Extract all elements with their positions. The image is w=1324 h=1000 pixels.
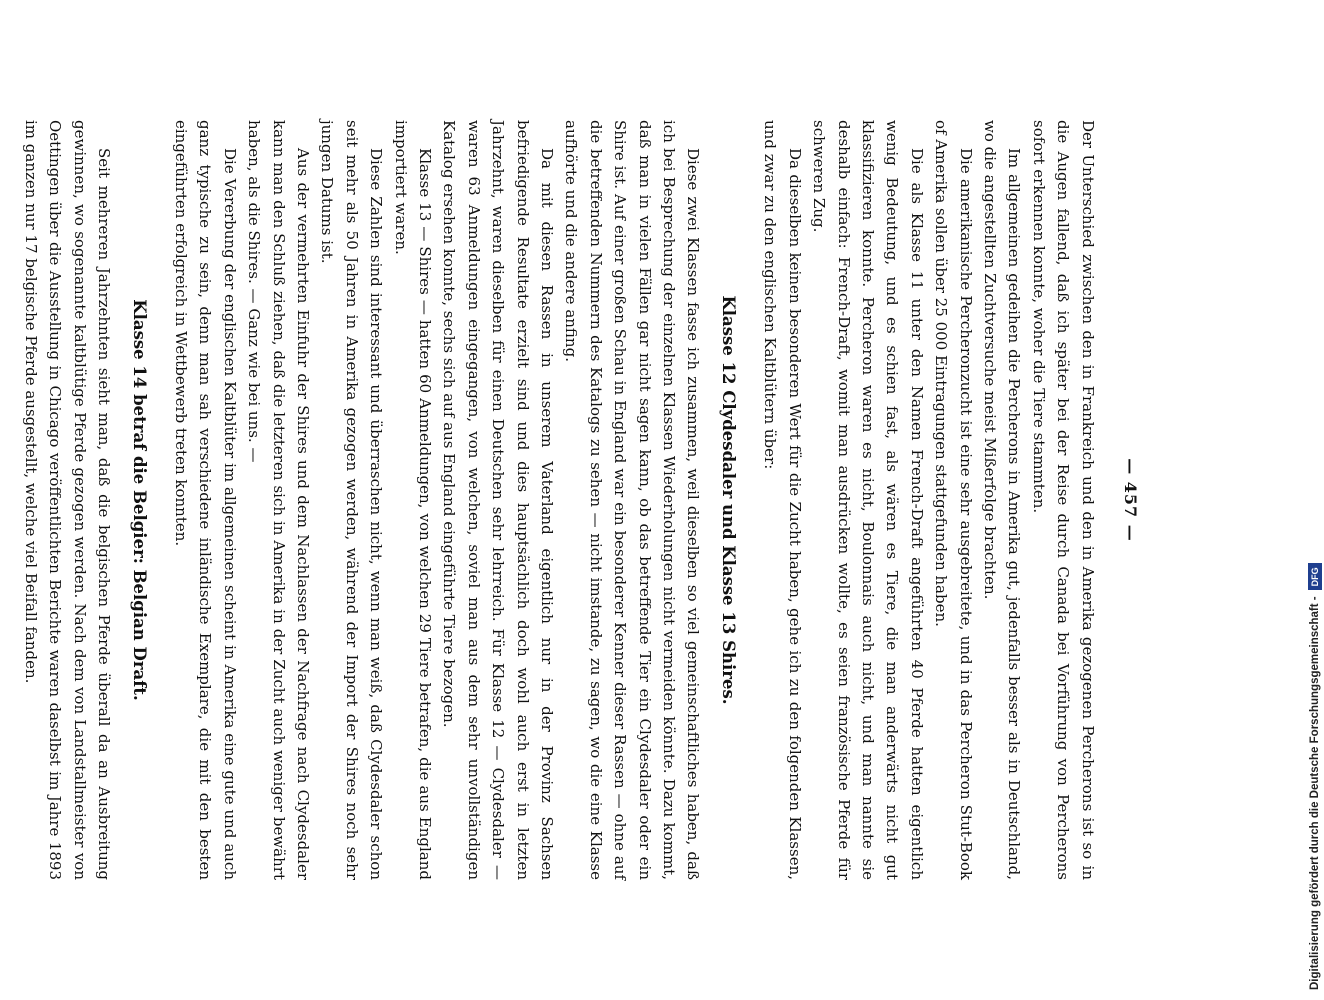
dfg-logo: DFG <box>1308 563 1322 590</box>
signature-mark <box>0 120 5 880</box>
paragraph: Diese zwei Klassen fasse ich zusammen, weil dieselben so viel gemeinschaftliches haben, daß ich bei Besprechung der einzelnen Klassen Wiederholungen nicht vermeiden könnte. Dazu kommt, daß man in vielen Fällen gar nicht sagen kann, ob das betreffende Tier ein Clydesdaler oder ein Shire ist. Auf einer großen Schau in England war ein besonderer Kenner dieser Rassen — ohne auf die betreffenden Nummern des Katalogs zu sehen — nicht imstande, zu sagen, wo die eine Klasse aufhörte und die andere anfing. <box>562 120 703 880</box>
paragraph: Der Unterschied zwischen den in Frankreich und den in Amerika gezogenen Percherons ist so in die Augen fallend, daß ich später bei der Reise durch Canada bei Vorführung von Percherons sofort erkennen konnte, woher die Tiere stammten. <box>1029 120 1097 880</box>
paragraph: Klasse 13 — Shires — hatten 60 Anmeldungen, von welchen 29 Tiere betrafen, die aus England importiert waren. <box>391 120 435 880</box>
digitization-footer <box>1308 563 1322 990</box>
paragraph: Seit mehreren Jahrzehnten sieht man, daß die belgischen Pferde überall da an Ausbreitung gewinnen, wo sogenannte kaltblütige Pferde gezogen werden. Nach dem von Landstallmeister von Oettingen über die Ausstellung in Chicago veröffentlichten Berichte waren daselbst im Jahre 1893 im ganzen nur 17 belgische Pferde ausgestellt, welche viel Beifall fanden. <box>21 120 114 880</box>
paragraph: Die als Klasse 11 unter den Namen French-Draft angeführten 40 Pferde hatten eigentlich wenig Bedeutung, und es schien fast, als wären es Tiere, die man anderwärts nicht gut klassifizieren konnte. Percheron waren es nicht, Boulonnais auch nicht, und man nannte sie deshalb einfach: French-Draft, womit man ausdrücken wollte, es seien französische Pferde für schweren Zug. <box>810 120 926 880</box>
section-heading-klasse-14: Klasse 14 betraf die Belgier: Belgian Draft. <box>129 299 149 701</box>
paragraph: Da mit diesen Rassen in unserem Vaterland eigentlich nur in der Provinz Sachsen befriedigende Resultate erzielt sind und dies hauptsächlich doch wohl auch erst in letzten Jahrzehnt, waren dieselben für einen Deutschen sehr lehrreich. Für Klasse 12 — Clydesdaler — waren 63 Anmeldungen eingegangen, von welchen, soviel man aus dem sehr unvollständigen Katalog ersehen konnte, sechs sich auf aus England eingeführte Tiere bezogen. <box>440 120 557 880</box>
page-number: — 457 — <box>1121 458 1140 542</box>
paragraph: Die amerikanische Percheronzucht ist eine sehr ausgebreitete, und in das Percheron Stut-Book of Amerika sollen über 25 000 Eintragungen stattgefunden haben. <box>932 120 975 880</box>
paragraph: Da dieselben keinen besonderen Wert für die Zucht haben, gehe ich zu den folgenden Klassen, und zwar zu den englischen Kaltblütern über: <box>761 120 804 880</box>
document-page <box>0 120 1142 880</box>
paragraph: Im allgemeinen gedeihen die Percherons in Amerika gut, jedenfalls besser als in Deutschland, wo die angestellten Zuchtversuche meist Mißerfolge brachten. <box>980 120 1024 880</box>
footer-text: Digitalisierung gefördert durch die Deutsche Forschungsgemeinschaft - <box>1309 596 1321 990</box>
section-heading-klasse-12-13: Klasse 12 Clydesdaler und Klasse 13 Shires. <box>718 295 738 705</box>
paragraph: Diese Zahlen sind interessant und überraschen nicht, wenn man weiß, daß Clydesdaler schon seit mehr als 50 Jahren in Amerika gezogen werden, während der Import der Shires noch sehr jungen Datums ist. <box>318 120 386 880</box>
paragraph: Aus der vermehrten Einfuhr der Shires und dem Nachlassen der Nachfrage nach Clydesdaler kann man den Schluß ziehen, daß die letzteren sich in Amerika in der Zucht auch weniger bewährt haben, als die Shires. — Ganz wie bei uns. — <box>245 120 312 880</box>
paragraph: Die Vererbung der englischen Kaltblüter im allgemeinen scheint in Amerika eine gute und auch ganz typische zu sein, denn man sah verschiedene inländische Exemplare, die mit den besten eingeführten erfolgreich in Wettbewerb treten konnten. <box>171 120 239 880</box>
